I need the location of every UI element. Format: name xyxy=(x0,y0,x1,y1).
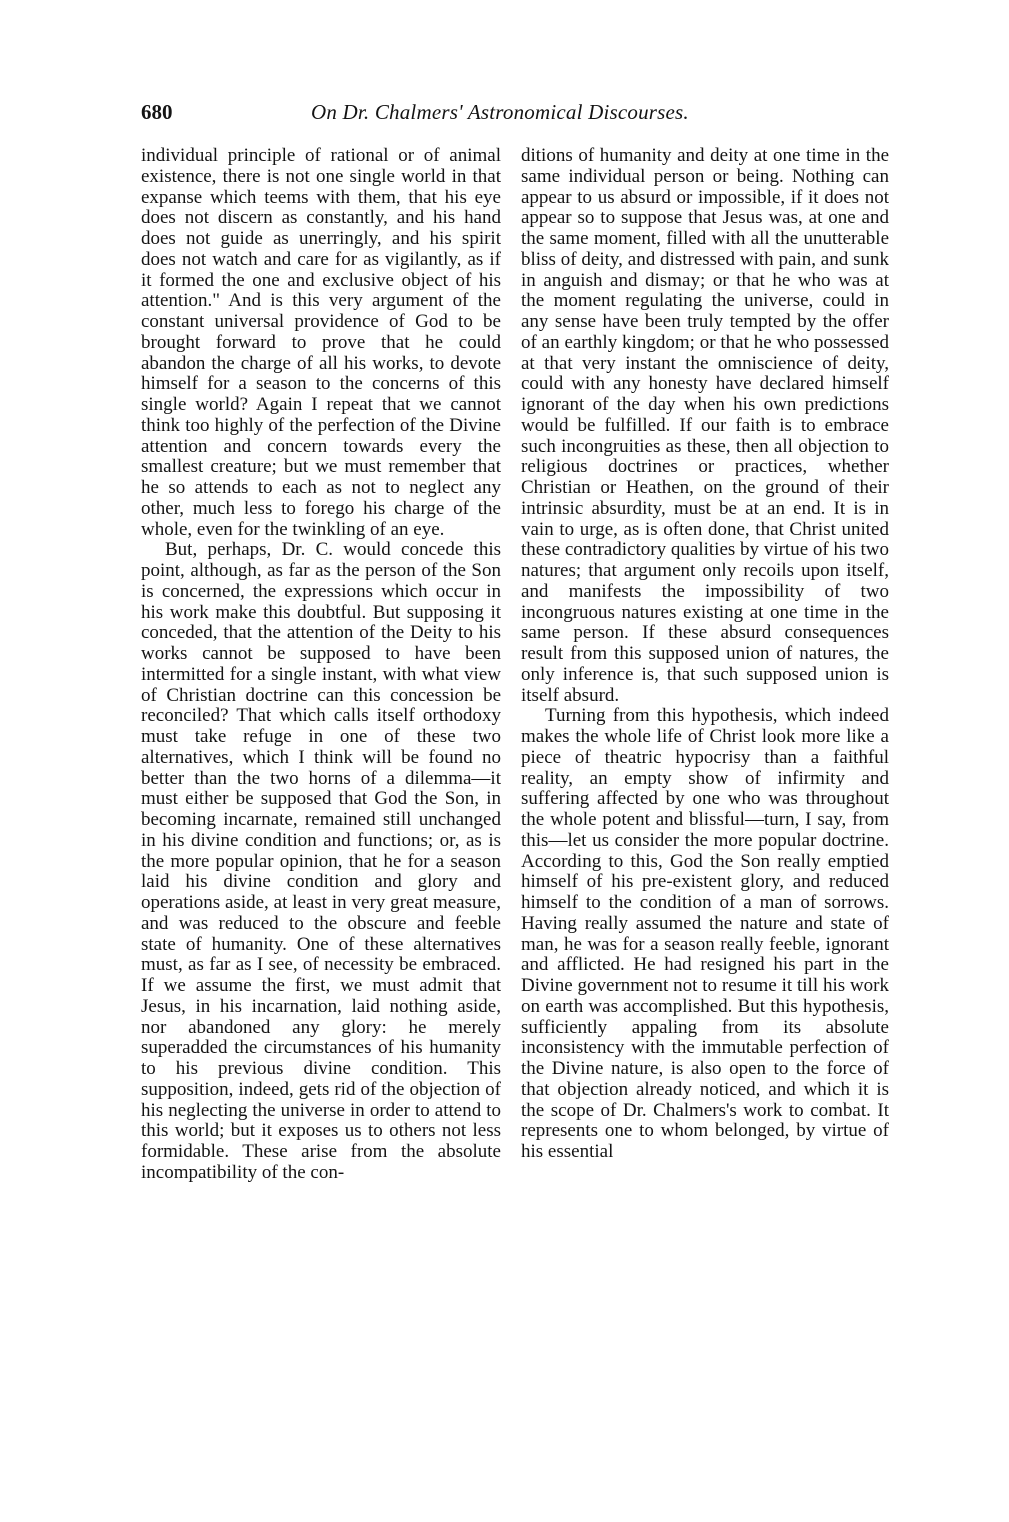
running-header xyxy=(141,100,875,136)
paragraph: Turning from this hypothesis, which indeed makes the whole life of Christ look more like a piece of theatric hypocrisy than a faithful reality, an empty show of infirmity and suffering affected by one who was throughout the whole potent and blissful—turn, I say, from this—let us consider the more popular doctrine. According to this, God the Son really emptied himself of his pre-existent glory, and reduced himself to the condition of a man of sorrows. Having really assumed the nature and state of man, he was for a season really feeble, ignorant and afflicted. He had resigned his part in the Divine government not to resume it till his work on earth was accomplished. But this hypothesis, sufficiently appaling from its absolute inconsistency with the immutable perfection of the Divine nature, is also open to the force of that objection already noticed, and which it is the scope of Dr. Chalmers's work to combat. It represents one to whom belonged, by virtue of his essential xyxy=(521,705,889,1162)
paragraph-continued: individual principle of rational or of animal existence, there is not one single world in that expanse which teems with them, that his eye does not discern as constantly, and his hand does not guide as unerringly, and his spirit does not watch and care for as vigilantly, as if it formed the one and exclusive object of his attention." And is this very argument of the constant universal providence of God to be brought forward to prove that he could abandon the charge of all his works, to devote himself for a season to the concerns of this single world? Again I repeat that we cannot think too highly of the perfection of the Divine attention and concern towards every the smallest creature; but we must remember that he so attends to each as not to neglect any other, much less to forego his charge of the whole, even for the twinkling of an eye. xyxy=(141,145,501,540)
running-title: On Dr. Chalmers' Astronomical Discourses. xyxy=(311,100,689,124)
paragraph: But, perhaps, Dr. C. would concede this point, although, as far as the person of the Son is concerned, the expressions which occur in his work make this doubtful. But supposing it conceded, that the attention of the Deity to his works cannot be supposed to have been intermitted for a single instant, with what view of Christian doctrine can this concession be reconciled? That which calls itself orthodoxy must take refuge in one of these two alternatives, which I think will be found no better than the two horns of a dilemma—it must either be supposed that God the Son, in becoming incarnate, remained still unchanged in his divine condition and functions; or, as is the more popular opinion, that he for a season laid his divine condition and glory and operations aside, at least in very great measure, and was reduced to the obscure and feeble state of humanity. One of these alternatives must, as far as I see, of necessity be embraced. If we assume the first, we must admit that Jesus, in his incarnation, laid nothing aside, nor abandoned any glory: he merely superadded the circumstances of his humanity to his previous divine condition. This supposition, indeed, gets rid of the objection of his neglecting the universe in order to attend to this world; but it exposes us to others not less formidable. These arise from the absolute incompatibility of the con- xyxy=(141,539,501,1183)
page-number: 680 xyxy=(141,100,173,124)
right-column xyxy=(521,146,889,1163)
left-column xyxy=(141,146,501,1184)
paragraph-continued: ditions of humanity and deity at one time in the same individual person or being. Nothing can appear to us absurd or impossible, if it does not appear so to suppose that Jesus was, at one and the same moment, filled with all the unutterable bliss of deity, and distressed with pain, and sunk in anguish and dismay; or that he who was at the moment regulating the universe, could in any sense have been truly tempted by the offer of an earthly kingdom; or that he who possessed at that very instant the omniscience of deity, could with any honesty have declared himself ignorant of the day when his own predictions would be fulfilled. If our faith is to embrace such incongruities as these, then all objection to religious doctrines or practices, whether Christian or Heathen, on the ground of their intrinsic absurdity, must be at an end. It is in vain to urge, as is often done, that Christ united these contradictory qualities by virtue of his two natures; that argument only recoils upon itself, and manifests the impossibility of two incongruous natures existing at one time in the same person. If these absurd consequences result from this supposed union of natures, the only inference is, that such supposed union is itself absurd. xyxy=(521,145,889,706)
